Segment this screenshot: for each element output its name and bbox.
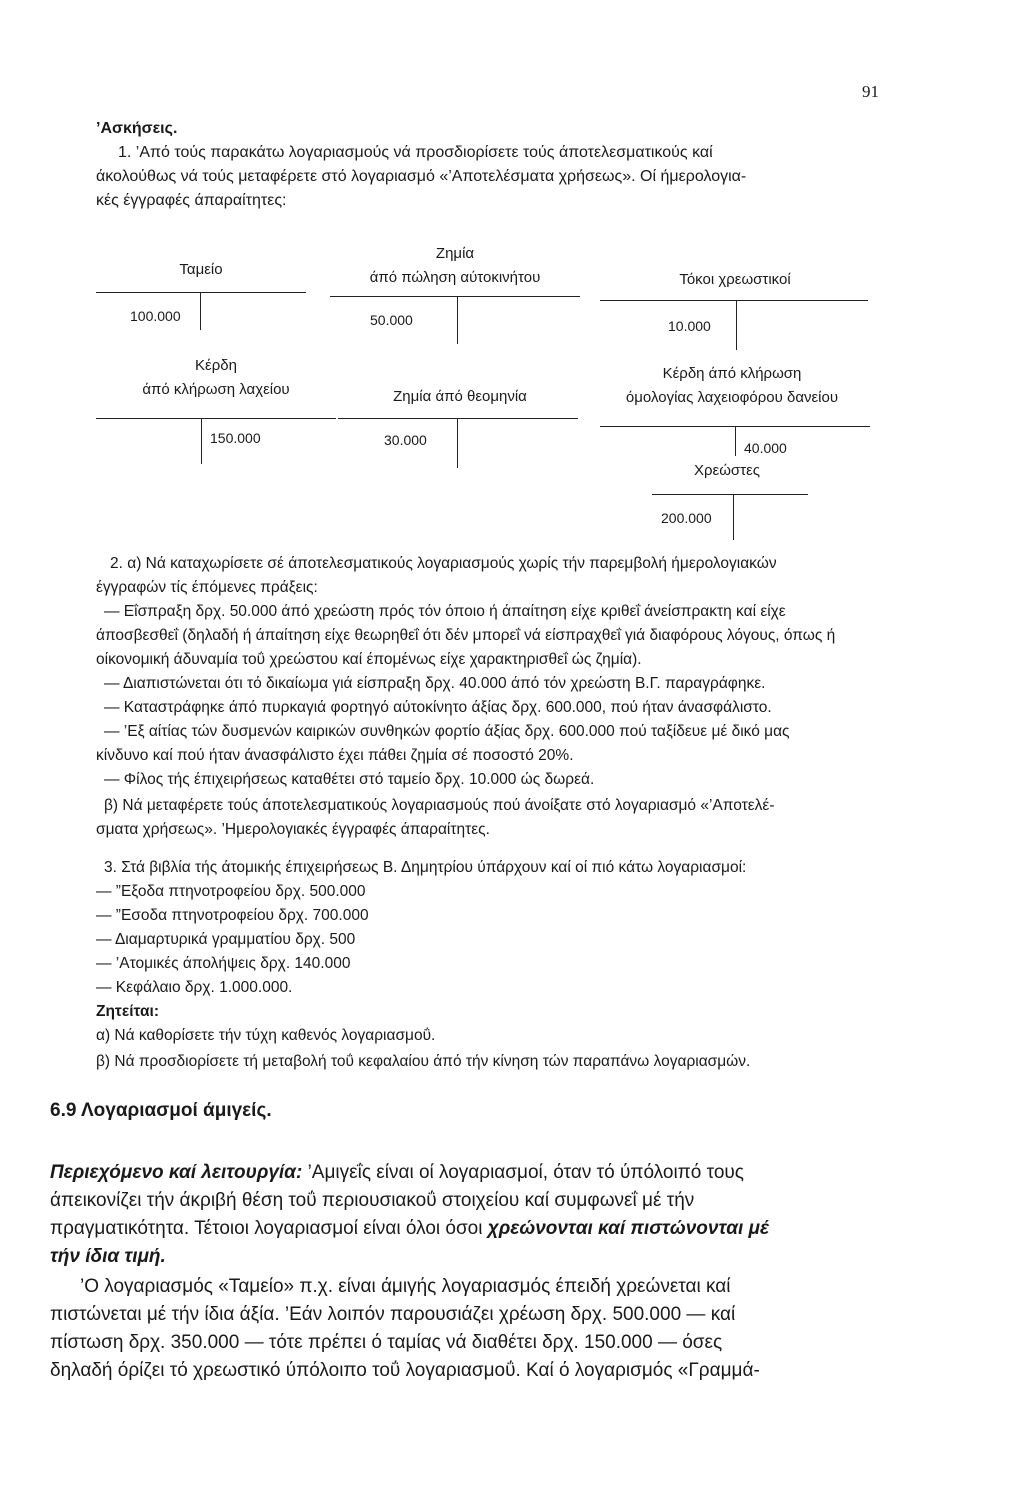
ex2-line: β) Νά μεταφέρετε τούς άποτελεσματικούς λογαριασμούς πού άνοίξατε στό λογαριασμό «’Αποτελέ- <box>104 797 775 814</box>
section-paragraph-line: ’Ο λογαριασμός «Ταμείο» π.χ. είναι άμιγής λογαριασμός έπειδή χρεώνεται καί <box>80 1276 731 1297</box>
t-account-divider <box>457 296 458 344</box>
section-text: ’Αμιγεΐς είναι οί λογαριασμοί, όταν τό ύπόλοιπό τους <box>307 1162 744 1183</box>
ex1-line: κές έγγραφές άπαραίτητες: <box>96 192 287 209</box>
ex2-line: σματα χρήσεως». ’Ημερολογιακές έγγραφές άπαραίτητες. <box>96 821 490 838</box>
section-lead: Περιεχόμενο καί λειτουργία: <box>50 1162 303 1183</box>
section-paragraph-line: πιστώνεται μέ τήν ίδια άξία. ’Εάν λοιπόν παρουσιάζει χρέωση δρχ. 500.000 — καί <box>50 1304 736 1325</box>
ex2-line: — Διαπιστώνεται ότι τό δικαίωμα γιά είσπραξη δρχ. 40.000 άπό τόν χρεώστη Β.Γ. παραγράφηκε. <box>104 675 766 692</box>
account-title-line: Ζημία <box>435 245 475 262</box>
t-account-line <box>600 300 868 301</box>
section-paragraph-line <box>50 1160 744 1186</box>
account-amount-kerdi-omologias: 40.000 <box>744 440 787 456</box>
account-title-zimia-polisi <box>335 242 575 290</box>
t-account-divider <box>733 494 734 540</box>
ex3-request: α) Νά καθορίσετε τήν τύχη καθενός λογαριασμοΰ. <box>96 1027 436 1044</box>
ex3-request: β) Νά προσδιορίσετε τή μεταβολή τοΰ κεφαλαίου άπό τήν κίνηση τών παραπάνω λογαριασμών. <box>96 1053 751 1070</box>
ex3-list-item: — ’Ατομικές άπολήψεις δρχ. 140.000 <box>96 955 351 972</box>
section-text: πραγματικότητα. Τέτοιοι λογαριασμοί είναι όλοι όσοι <box>50 1218 483 1239</box>
account-title-line: άπό κλήρωση λαχείου <box>142 381 290 398</box>
t-account-divider <box>736 300 737 350</box>
ex2-line: — Καταστράφηκε άπό πυρκαγιά φορτηγό αύτοκίνητο άξίας δρχ. 600.000, πού ήταν άνασφάλιστο. <box>104 699 772 716</box>
ex2-line: 2. α) Νά καταχωρίσετε σέ άποτελεσματικούς λογαριασμούς χωρίς τήν παρεμβολή ήμερολογιακών <box>110 555 777 572</box>
account-title-tameio: Ταμείο <box>179 261 223 278</box>
t-account-line <box>96 292 306 293</box>
ex3-line: 3. Στά βιβλία τής άτομικής έπιχειρήσεως Β. Δημητρίου ύπάρχουν καί οί πιό κάτω λογαριασμοί: <box>104 859 747 876</box>
page-number: 91 <box>862 82 879 101</box>
section-paragraph-line: πίστωση δρχ. 350.000 — τότε πρέπει ό ταμίας νά διαθέτει δρχ. 150.000 — όσες <box>50 1332 723 1353</box>
account-title-line: Κέρδη άπό κλήρωση <box>662 365 802 382</box>
account-amount-zimia-polisi: 50.000 <box>370 312 413 328</box>
account-title-tokoi: Τόκοι χρεωστικοί <box>679 271 791 288</box>
ex3-list-item: — ”Εξοδα πτηνοτροφείου δρχ. 500.000 <box>96 883 366 900</box>
ex2-line: οίκονομική άδυναμία τοΰ χρεώστου καί έπομένως είχε χαρακτηρισθεΐ ώς ζημία). <box>96 651 642 668</box>
t-account-divider <box>735 426 736 456</box>
t-account-line <box>338 418 578 419</box>
account-amount-xreostes: 200.000 <box>661 510 712 526</box>
account-amount-tokoi: 10.000 <box>668 318 711 334</box>
t-account-divider <box>457 418 458 468</box>
ex3-list-item: — ”Εσοδα πτηνοτροφείου δρχ. 700.000 <box>96 907 369 924</box>
t-account-divider <box>200 292 201 330</box>
ex2-line: κίνδυνο καί πού ήταν άνασφάλιστο έχει πάθει ζημία σέ ποσοστό 20%. <box>96 747 574 764</box>
section-emphasis: τήν ίδια τιμή. <box>50 1246 166 1267</box>
account-title-kerdi-klirosi <box>96 354 336 402</box>
ex2-line: — ’Εξ αίτίας τών δυσμενών καιρικών συνθηκών φορτίο άξίας δρχ. 600.000 πού ταξίδευε μέ δικό μας <box>104 723 790 740</box>
exercises-heading: ’Ασκήσεις. <box>96 120 178 137</box>
account-amount-kerdi-klirosi: 150.000 <box>210 430 261 446</box>
ex2-line: άποσβεσθεΐ (δηλαδή ή άπαίτηση είχε θεωρηθεΐ ότι δέν μπορεΐ νά είσπραχθεΐ γιά διαφόρους λόγους, όπως ή <box>96 627 836 644</box>
account-title-line: άπό πώληση αύτοκινήτου <box>369 269 541 286</box>
t-account-line <box>330 296 580 297</box>
account-title-xreostes: Χρεώστες <box>693 462 761 479</box>
section-emphasis: χρεώνονται καί πιστώνονται μέ <box>487 1218 770 1239</box>
ex1-line: 1. ’Από τούς παρακάτω λογαριασμούς νά προσδιορίσετε τούς άποτελεσματικούς καί <box>118 144 713 161</box>
account-amount-tameio: 100.000 <box>130 308 181 324</box>
ex2-line: — Φίλος τής έπιχειρήσεως καταθέτει στό ταμείο δρχ. 10.000 ώς δωρεά. <box>104 771 595 788</box>
section-title: 6.9 Λογαριασμοί άμιγείς. <box>50 1100 272 1121</box>
account-title-line: Κέρδη <box>195 357 237 374</box>
ex2-line: έγγραφών τίς έπόμενες πράξεις: <box>96 579 318 596</box>
account-amount-zimia-theomenia: 30.000 <box>384 432 427 448</box>
t-account-line <box>652 494 808 495</box>
account-title-kerdi-omologias <box>592 362 872 410</box>
account-title-zimia-theomenia: Ζημία άπό θεομηνία <box>393 388 527 405</box>
ex3-list-item: — Κεφάλαιο δρχ. 1.000.000. <box>96 979 293 996</box>
ex2-line: — Εΐσπραξη δρχ. 50.000 άπό χρεώστη πρός τόν όποιο ή άπαίτηση είχε κριθεΐ άνείσπρακτη καί είχε <box>104 603 786 620</box>
section-paragraph-line: δηλαδή όρίζει τό χρεωστικό ύπόλοιπο τοΰ λογαριασμοΰ. Καί ό λογαρισμός «Γραμμά- <box>50 1360 760 1381</box>
section-paragraph-line <box>50 1216 769 1242</box>
ex3-requested-label: Ζητείται: <box>96 1003 159 1020</box>
t-account-line <box>96 418 336 419</box>
t-account-divider <box>201 418 202 464</box>
section-paragraph-line: άπεικονίζει τήν άκριβή θέση τοΰ περιουσιακοΰ στοιχείου καί συμφωνεΐ μέ τήν <box>50 1190 695 1211</box>
account-title-line: όμολογίας λαχειοφόρου δανείου <box>625 389 839 406</box>
ex1-line: άκολούθως νά τούς μεταφέρετε στό λογαριασμό «’Αποτελέσματα χρήσεως». Οί ήμερολογια- <box>96 168 747 185</box>
ex3-list-item: — Διαμαρτυρικά γραμματίου δρχ. 500 <box>96 931 356 948</box>
